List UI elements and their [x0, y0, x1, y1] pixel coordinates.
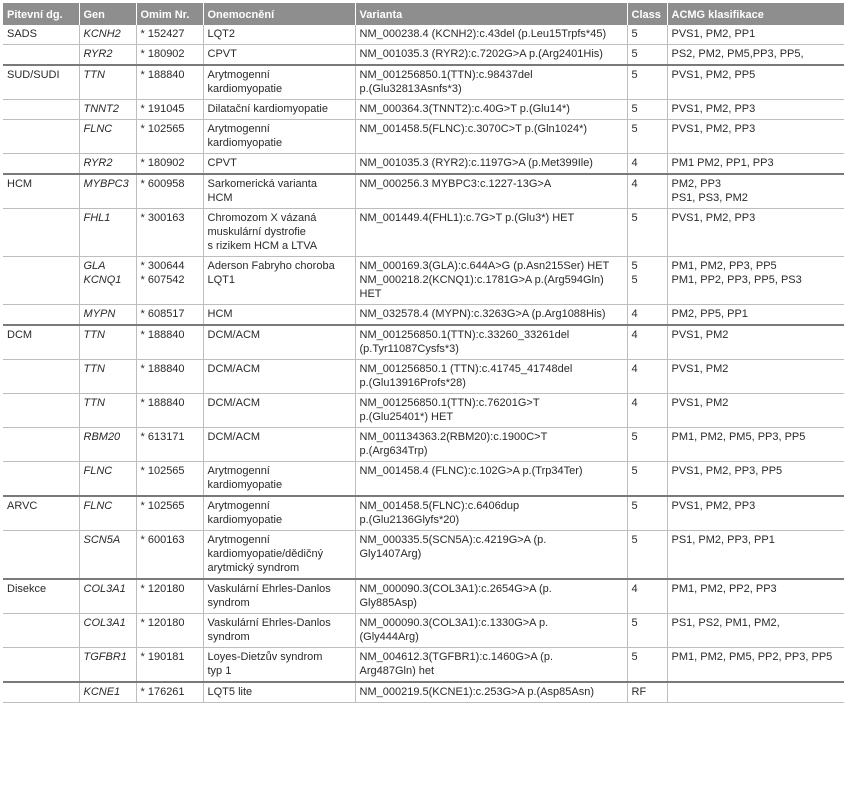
- cell-gene: KCNH2: [79, 25, 136, 45]
- cell-diagnosis: [3, 257, 79, 305]
- header-disease: Onemocnění: [203, 3, 355, 25]
- cell-omim: * 190181: [136, 648, 203, 683]
- cell-class: 4: [627, 174, 667, 209]
- cell-disease: Vaskulární Ehrles-Danlos syndrom: [203, 614, 355, 648]
- cell-variant: NM_001458.5(FLNC):c.3070C>T p.(Gln1024*): [355, 120, 627, 154]
- cell-disease: LQT5 lite: [203, 682, 355, 703]
- cell-acmg: PVS1, PM2, PP1: [671, 28, 756, 40]
- cell-disease: LQT2: [203, 25, 355, 45]
- variant-table: [3, 3, 844, 703]
- cell-gene: FHL1: [79, 209, 136, 257]
- cell-class: 5: [627, 209, 667, 257]
- cell-diagnosis: Disekce: [3, 579, 79, 614]
- cell-acmg: PVS1, PM2: [671, 397, 729, 409]
- table-row: [3, 360, 844, 394]
- cell-acmg: PVS1, PM2, PP3: [671, 123, 756, 135]
- cell-disease: Arytmogenní kardiomyopatie: [203, 65, 355, 100]
- cell-omim: * 180902: [136, 154, 203, 175]
- cell-gene: RBM20: [79, 428, 136, 462]
- header-gene: Gen: [79, 3, 136, 25]
- cell-variant: NM_001035.3 (RYR2):c.1197G>A (p.Met399Ile): [355, 154, 627, 175]
- cell-acmg: PM2, PP5, PP1: [671, 308, 748, 320]
- cell-diagnosis: [3, 360, 79, 394]
- cell-diagnosis: [3, 100, 79, 120]
- cell-acmg: PVS1, PM2, PP5: [671, 69, 756, 81]
- cell-variant: NM_000335.5(SCN5A):c.4219G>A (p. Gly1407Arg): [355, 531, 627, 580]
- cell-disease: Dilatační kardiomyopatie: [203, 100, 355, 120]
- cell-omim: * 600163: [136, 531, 203, 580]
- cell-gene: TTN: [79, 394, 136, 428]
- cell-acmg: PM1, PM2, PP3, PP5 PM1, PP2, PP3, PP5, PS3: [671, 260, 802, 286]
- cell-variant: NM_032578.4 (MYPN):c.3263G>A (p.Arg1088His): [355, 305, 627, 326]
- cell-class: RF: [627, 682, 667, 703]
- cell-variant: NM_004612.3(TGFBR1):c.1460G>A (p. Arg487Gln) het: [355, 648, 627, 683]
- cell-omim: * 176261: [136, 682, 203, 703]
- cell-omim: * 600958: [136, 174, 203, 209]
- header-omim: Omim Nr.: [136, 3, 203, 25]
- cell-acmg: PVS1, PM2, PP3: [671, 212, 756, 224]
- cell-class: 5: [627, 120, 667, 154]
- cell-acmg: PM2, PP3 PS1, PS3, PM2: [671, 178, 748, 204]
- cell-variant: NM_001256850.1 (TTN):c.41745_41748del p.(Glu13916Profs*28): [355, 360, 627, 394]
- header-class: Class: [627, 3, 667, 25]
- cell-gene: TGFBR1: [79, 648, 136, 683]
- cell-acmg: PM1, PM2, PM5, PP2, PP3, PP5: [671, 651, 833, 663]
- cell-class: 5: [627, 65, 667, 100]
- cell-acmg: PS1, PS2, PM1, PM2,: [671, 617, 780, 629]
- cell-diagnosis: ARVC: [3, 496, 79, 531]
- cell-diagnosis: [3, 120, 79, 154]
- cell-gene: GLA KCNQ1: [79, 257, 136, 305]
- cell-disease: Arytmogenní kardiomyopatie: [203, 462, 355, 497]
- cell-class: 4: [627, 305, 667, 326]
- cell-omim: * 613171: [136, 428, 203, 462]
- cell-class: 5: [627, 45, 667, 66]
- cell-omim: * 188840: [136, 325, 203, 360]
- cell-diagnosis: SUD/SUDI: [3, 65, 79, 100]
- cell-disease: Chromozom X vázaná muskulární dystrofie s rizikem HCM a LTVA: [203, 209, 355, 257]
- cell-gene: FLNC: [79, 120, 136, 154]
- cell-gene: FLNC: [79, 462, 136, 497]
- cell-gene: COL3A1: [79, 614, 136, 648]
- cell-class: 4: [627, 579, 667, 614]
- table-row: [3, 531, 844, 580]
- cell-diagnosis: [3, 305, 79, 326]
- table-row: [3, 100, 844, 120]
- cell-class: 5: [627, 531, 667, 580]
- table-row: [3, 325, 844, 360]
- cell-gene: MYPN: [79, 305, 136, 326]
- cell-gene: TTN: [79, 325, 136, 360]
- header-autopsy-diagnosis: Pitevní dg.: [3, 3, 79, 25]
- table-row: [3, 305, 844, 326]
- header-acmg: ACMG klasifikace: [667, 3, 844, 25]
- cell-gene: TTN: [79, 65, 136, 100]
- cell-gene: TTN: [79, 360, 136, 394]
- cell-disease: Arytmogenní kardiomyopatie/dědičný arytmický syndrom: [203, 531, 355, 580]
- cell-diagnosis: [3, 428, 79, 462]
- cell-class: 5: [627, 648, 667, 683]
- cell-class: 5 5: [627, 257, 667, 305]
- cell-acmg: PVS1, PM2, PP3: [671, 103, 756, 115]
- cell-acmg: [667, 682, 844, 703]
- cell-disease: Arytmogenní kardiomyopatie: [203, 496, 355, 531]
- cell-acmg: PS1, PM2, PP3, PP1: [671, 534, 775, 546]
- cell-gene: MYBPC3: [79, 174, 136, 209]
- cell-gene: RYR2: [79, 154, 136, 175]
- cell-diagnosis: [3, 462, 79, 497]
- header-variant: Varianta: [355, 3, 627, 25]
- table-row: [3, 579, 844, 614]
- cell-omim: * 102565: [136, 496, 203, 531]
- cell-variant: NM_001449.4(FHL1):c.7G>T p.(Glu3*) HET: [355, 209, 627, 257]
- cell-diagnosis: [3, 648, 79, 683]
- cell-acmg: PM1, PM2, PM5, PP3, PP5: [671, 431, 806, 443]
- cell-variant: NM_001256850.1(TTN):c.98437del p.(Glu32813Asnfs*3): [355, 65, 627, 100]
- cell-omim: * 102565: [136, 120, 203, 154]
- cell-variant: NM_001256850.1(TTN):c.76201G>T p.(Glu25401*) HET: [355, 394, 627, 428]
- cell-class: 5: [627, 462, 667, 497]
- cell-disease: HCM: [203, 305, 355, 326]
- cell-omim: * 188840: [136, 65, 203, 100]
- cell-class: 5: [627, 614, 667, 648]
- cell-gene: KCNE1: [79, 682, 136, 703]
- cell-gene: COL3A1: [79, 579, 136, 614]
- cell-gene: TNNT2: [79, 100, 136, 120]
- header-row: [3, 3, 844, 25]
- cell-class: 4: [627, 394, 667, 428]
- cell-disease: Sarkomerická varianta HCM: [203, 174, 355, 209]
- cell-variant: NM_000090.3(COL3A1):c.1330G>A p. (Gly444Arg): [355, 614, 627, 648]
- table-row: [3, 25, 844, 45]
- cell-variant: NM_001458.5(FLNC):c.6406dup p.(Glu2136Glyfs*20): [355, 496, 627, 531]
- cell-diagnosis: [3, 531, 79, 580]
- cell-diagnosis: [3, 682, 79, 703]
- table-row: [3, 174, 844, 209]
- cell-disease: Arytmogenní kardiomyopatie: [203, 120, 355, 154]
- cell-disease: DCM/ACM: [203, 428, 355, 462]
- cell-gene: RYR2: [79, 45, 136, 66]
- cell-class: 4: [627, 360, 667, 394]
- cell-omim: * 300163: [136, 209, 203, 257]
- cell-variant: NM_001134363.2(RBM20):c.1900C>T p.(Arg634Trp): [355, 428, 627, 462]
- table-row: [3, 45, 844, 66]
- cell-variant: NM_000090.3(COL3A1):c.2654G>A (p. Gly885Asp): [355, 579, 627, 614]
- cell-omim: * 120180: [136, 579, 203, 614]
- cell-class: 4: [627, 154, 667, 175]
- cell-variant: NM_000238.4 (KCNH2):c.43del (p.Leu15Trpfs*45): [355, 25, 627, 45]
- table-row: [3, 496, 844, 531]
- cell-acmg: PVS1, PM2: [671, 329, 729, 341]
- cell-acmg: PVS1, PM2, PP3: [671, 500, 756, 512]
- cell-variant: NM_000364.3(TNNT2):c.40G>T p.(Glu14*): [355, 100, 627, 120]
- cell-gene: FLNC: [79, 496, 136, 531]
- cell-omim: * 188840: [136, 394, 203, 428]
- cell-omim: * 152427: [136, 25, 203, 45]
- cell-class: 4: [627, 325, 667, 360]
- table-row: [3, 209, 844, 257]
- table-row: [3, 257, 844, 305]
- cell-variant: NM_001256850.1(TTN):c.33260_33261del (p.Tyr11087Cysfs*3): [355, 325, 627, 360]
- table-row: [3, 65, 844, 100]
- cell-disease: CPVT: [203, 154, 355, 175]
- cell-class: 5: [627, 100, 667, 120]
- cell-acmg: PS2, PM2, PM5,PP3, PP5,: [671, 48, 804, 60]
- table-row: [3, 682, 844, 703]
- cell-diagnosis: [3, 614, 79, 648]
- cell-acmg: PVS1, PM2: [671, 363, 729, 375]
- cell-variant: NM_001458.4 (FLNC):c.102G>A p.(Trp34Ter): [355, 462, 627, 497]
- cell-class: 5: [627, 428, 667, 462]
- cell-variant: NM_000219.5(KCNE1):c.253G>A p.(Asp85Asn): [355, 682, 627, 703]
- cell-omim: * 300644 * 607542: [136, 257, 203, 305]
- cell-variant: NM_001035.3 (RYR2):c.7202G>A p.(Arg2401His): [355, 45, 627, 66]
- cell-disease: DCM/ACM: [203, 325, 355, 360]
- cell-omim: * 102565: [136, 462, 203, 497]
- table-row: [3, 648, 844, 683]
- cell-variant: NM_000169.3(GLA):c.644A>G (p.Asn215Ser) HET NM_000218.2(KCNQ1):c.1781G>A p.(Arg594Gln) HET: [355, 257, 627, 305]
- cell-disease: DCM/ACM: [203, 394, 355, 428]
- cell-diagnosis: DCM: [3, 325, 79, 360]
- cell-disease: Aderson Fabryho choroba LQT1: [203, 257, 355, 305]
- cell-diagnosis: [3, 394, 79, 428]
- cell-acmg: PM1 PM2, PP1, PP3: [671, 157, 774, 169]
- table-row: [3, 428, 844, 462]
- cell-class: 5: [627, 25, 667, 45]
- cell-acmg: PVS1, PM2, PP3, PP5: [671, 465, 783, 477]
- cell-omim: * 180902: [136, 45, 203, 66]
- cell-diagnosis: [3, 209, 79, 257]
- cell-omim: * 188840: [136, 360, 203, 394]
- table-row: [3, 120, 844, 154]
- cell-variant: NM_000256.3 MYBPC3:c.1227-13G>A: [355, 174, 627, 209]
- cell-omim: * 608517: [136, 305, 203, 326]
- cell-diagnosis: HCM: [3, 174, 79, 209]
- table-row: [3, 614, 844, 648]
- cell-diagnosis: [3, 45, 79, 66]
- table-row: [3, 394, 844, 428]
- cell-omim: * 120180: [136, 614, 203, 648]
- cell-disease: Loyes-Dietzův syndrom typ 1: [203, 648, 355, 683]
- cell-disease: DCM/ACM: [203, 360, 355, 394]
- table-row: [3, 462, 844, 497]
- cell-diagnosis: SADS: [3, 25, 79, 45]
- table-row: [3, 154, 844, 175]
- cell-omim: * 191045: [136, 100, 203, 120]
- cell-disease: CPVT: [203, 45, 355, 66]
- cell-disease: Vaskulární Ehrles-Danlos syndrom: [203, 579, 355, 614]
- cell-gene: SCN5A: [79, 531, 136, 580]
- cell-diagnosis: [3, 154, 79, 175]
- cell-acmg: PM1, PM2, PP2, PP3: [671, 583, 777, 595]
- cell-class: 5: [627, 496, 667, 531]
